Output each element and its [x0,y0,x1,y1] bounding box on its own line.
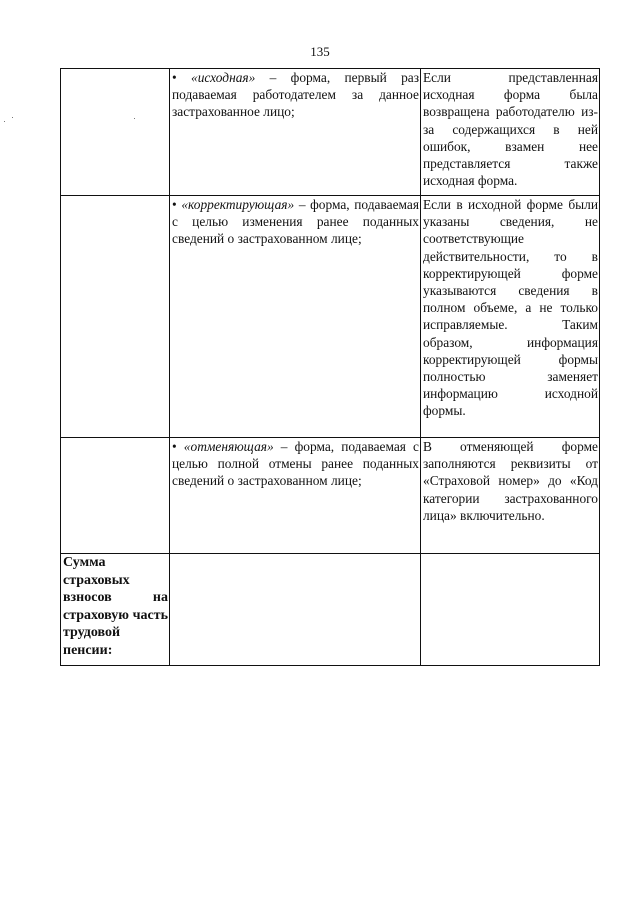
empty-cell [170,554,421,666]
form-type-term: «исходная» [191,70,256,85]
form-type-cell [170,196,421,438]
empty-cell [61,438,170,554]
scan-speck [12,117,13,118]
table-row [61,438,600,554]
note-cell: Если в исходной форме были указаны сведения, не соответствующие действительности, то в корректирующей форме указываются сведения в полном объеме, а не только исправляемые. Таким образом, информация корректирующей формы полностью заменяет информацию исходной формы. [421,196,600,438]
form-type-cell [170,438,421,554]
note-cell: Если представленная исходная форма была возвращена работодателю из-за содержащихся в ней ошибок, взамен нее представляется также исходная форма. [421,69,600,196]
empty-cell [61,69,170,196]
sum-label-cell: Сумма страховых взносов на страховую часть трудовой пенсии: [61,554,170,666]
form-type-definition: – форма, подаваемая с целью изменения ранее поданных сведений о застрахованном лице; [172,197,419,247]
form-type-cell [170,69,421,196]
form-type-term: «отменяющая» [183,439,274,454]
bullet: • [172,70,177,85]
scan-speck [134,118,135,119]
form-type-term: «корректирующая» [181,197,295,212]
scan-speck [4,121,5,122]
bullet: • [172,439,177,454]
table-row [61,196,600,438]
note-cell: В отменяющей форме заполняются реквизиты от «Страховой номер» до «Код категории застрахованного лица» включительно. [421,438,600,554]
form-types-table [60,68,600,666]
empty-cell [61,196,170,438]
table-row [61,554,600,666]
bullet: • [172,197,177,212]
empty-cell [421,554,600,666]
form-type-definition: – форма, подаваемая с целью полной отмены ранее поданных сведений о застрахованном лице; [172,439,419,489]
table-row [61,69,600,196]
form-type-definition: – форма, первый раз подаваемая работодателем за данное застрахованное лицо; [172,70,419,120]
page-number: 135 [310,44,330,59]
